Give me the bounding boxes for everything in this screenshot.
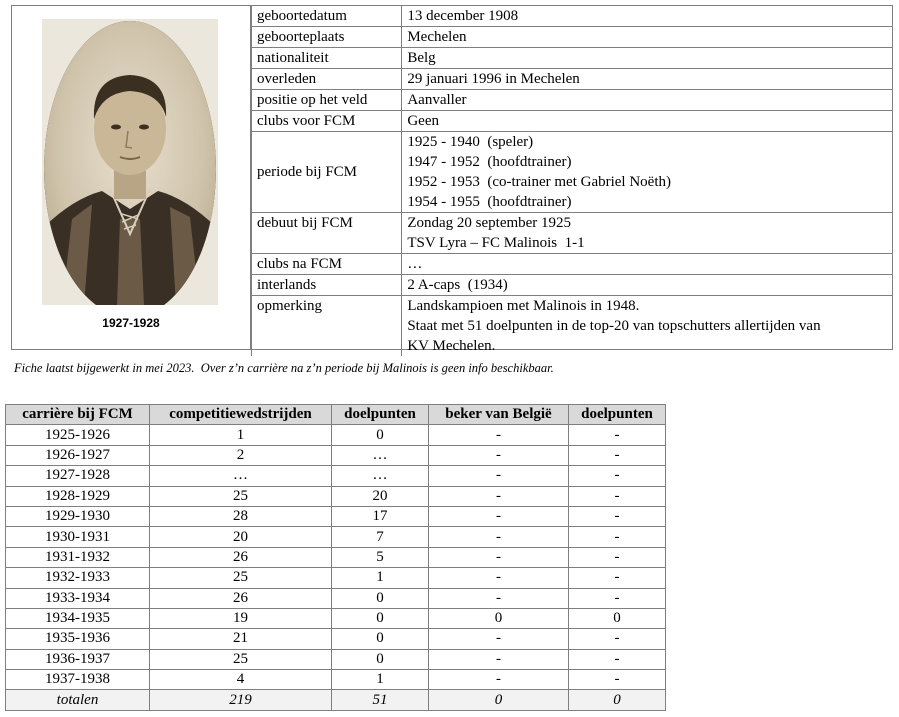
info-value	[402, 69, 892, 90]
info-value-line: …	[407, 256, 423, 272]
cell-league-matches: 25	[150, 568, 332, 588]
info-value-line: Mechelen	[407, 29, 467, 45]
cell-cup-goals: -	[569, 629, 666, 649]
career-row	[6, 547, 666, 567]
cell-league-goals: 17	[332, 506, 429, 526]
cell-league-matches: 28	[150, 506, 332, 526]
info-row	[252, 6, 893, 27]
career-row	[6, 425, 666, 445]
cell-cup-goals: -	[569, 425, 666, 445]
cell-league-matches: 21	[150, 629, 332, 649]
info-value-line: 1925 - 1940 (speler)	[407, 134, 534, 150]
cell-season: 1928-1929	[6, 486, 150, 506]
cell-league-goals: 5	[332, 547, 429, 567]
cell-cup-matches: -	[429, 568, 569, 588]
cell-season: 1926-1927	[6, 445, 150, 465]
cell-season: 1930-1931	[6, 527, 150, 547]
info-row	[252, 132, 893, 213]
cell-cup-goals: -	[569, 670, 666, 690]
cell-league-matches: 4	[150, 670, 332, 690]
info-row	[252, 69, 893, 90]
info-key: geboortedatum	[252, 6, 402, 27]
cell-cup-goals: -	[569, 588, 666, 608]
cell-cup-matches: -	[429, 466, 569, 486]
total-cup-goals: 0	[569, 690, 666, 710]
cell-league-matches: 1	[150, 425, 332, 445]
info-value-line: TSV Lyra – FC Malinois 1-1	[407, 235, 585, 251]
cell-cup-matches: -	[429, 486, 569, 506]
cell-league-matches: …	[150, 466, 332, 486]
header-league-goals: doelpunten	[332, 405, 429, 425]
info-key: clubs voor FCM	[252, 111, 402, 132]
info-value-line: 2 A-caps (1934)	[407, 277, 508, 293]
player-profile	[11, 5, 893, 354]
cell-cup-matches: -	[429, 425, 569, 445]
cell-cup-matches: -	[429, 527, 569, 547]
info-value-line: 29 januari 1996 in Mechelen	[407, 71, 580, 87]
cell-league-matches: 26	[150, 547, 332, 567]
cell-cup-matches: -	[429, 547, 569, 567]
career-row	[6, 568, 666, 588]
career-row	[6, 649, 666, 669]
cell-cup-goals: -	[569, 547, 666, 567]
cell-cup-goals: 0	[569, 608, 666, 628]
cell-cup-matches: -	[429, 670, 569, 690]
cell-season: 1925-1926	[6, 425, 150, 445]
cell-league-matches: 25	[150, 486, 332, 506]
info-value-line: 1952 - 1953 (co-trainer met Gabriel Noëth)	[407, 174, 672, 190]
career-row	[6, 588, 666, 608]
info-key: geboorteplaats	[252, 27, 402, 48]
cell-league-goals: 0	[332, 608, 429, 628]
cell-league-matches: 26	[150, 588, 332, 608]
info-value	[402, 132, 892, 213]
cell-league-goals: 0	[332, 425, 429, 445]
cell-cup-matches: 0	[429, 608, 569, 628]
info-value-line: KV Mechelen.	[407, 338, 496, 354]
info-row	[252, 90, 893, 111]
cell-cup-goals: -	[569, 486, 666, 506]
career-header-row	[6, 405, 666, 425]
header-season: carrière bij FCM	[6, 405, 150, 425]
info-value-line: Landskampioen met Malinois in 1948.	[407, 298, 640, 314]
info-value-line: Zondag 20 september 1925	[407, 215, 572, 231]
career-row	[6, 629, 666, 649]
cell-season: 1935-1936	[6, 629, 150, 649]
info-row	[252, 254, 893, 275]
cell-season: 1936-1937	[6, 649, 150, 669]
photo-caption: 1927-1928	[102, 316, 160, 330]
cell-league-matches: 19	[150, 608, 332, 628]
info-value-line: Aanvaller	[407, 92, 467, 108]
career-totals-row	[6, 690, 666, 710]
info-value	[402, 296, 892, 357]
career-row	[6, 608, 666, 628]
career-table	[5, 404, 666, 711]
info-row	[252, 275, 893, 296]
info-key: interlands	[252, 275, 402, 296]
cell-league-matches: 2	[150, 445, 332, 465]
career-row	[6, 445, 666, 465]
info-key: opmerking	[252, 296, 402, 357]
info-value	[402, 6, 892, 27]
cell-league-goals: …	[332, 445, 429, 465]
cell-league-goals: 1	[332, 568, 429, 588]
cell-cup-matches: -	[429, 649, 569, 669]
cell-cup-matches: -	[429, 629, 569, 649]
career-row	[6, 486, 666, 506]
info-value	[402, 90, 892, 111]
cell-league-goals: 20	[332, 486, 429, 506]
info-value-line: Geen	[407, 113, 439, 129]
info-value-line: 13 december 1908	[407, 8, 519, 24]
header-cup-goals: doelpunten	[569, 405, 666, 425]
cell-league-matches: 20	[150, 527, 332, 547]
cell-season: 1933-1934	[6, 588, 150, 608]
info-value-line: 1947 - 1952 (hoofdtrainer)	[407, 154, 572, 170]
info-value	[402, 48, 892, 69]
cell-cup-goals: -	[569, 568, 666, 588]
cell-cup-goals: -	[569, 527, 666, 547]
cell-season: 1932-1933	[6, 568, 150, 588]
info-key: debuut bij FCM	[252, 213, 402, 254]
cell-league-goals: 7	[332, 527, 429, 547]
info-key: clubs na FCM	[252, 254, 402, 275]
total-league-matches: 219	[150, 690, 332, 710]
total-cup-matches: 0	[429, 690, 569, 710]
info-row	[252, 111, 893, 132]
cell-league-goals: 0	[332, 588, 429, 608]
career-row	[6, 506, 666, 526]
player-photo	[42, 19, 218, 305]
cell-season: 1937-1938	[6, 670, 150, 690]
cell-cup-goals: -	[569, 445, 666, 465]
cell-league-goals: …	[332, 466, 429, 486]
cell-cup-matches: -	[429, 506, 569, 526]
career-row	[6, 670, 666, 690]
photo-cell	[12, 6, 251, 349]
info-row	[252, 296, 893, 357]
cell-season: 1934-1935	[6, 608, 150, 628]
info-value-line: 1954 - 1955 (hoofdtrainer)	[407, 194, 572, 210]
cell-league-goals: 1	[332, 670, 429, 690]
cell-league-goals: 0	[332, 649, 429, 669]
cell-cup-goals: -	[569, 649, 666, 669]
cell-cup-matches: -	[429, 445, 569, 465]
cell-season: 1931-1932	[6, 547, 150, 567]
cell-cup-goals: -	[569, 506, 666, 526]
career-row	[6, 527, 666, 547]
total-season: totalen	[6, 690, 150, 710]
cell-season: 1927-1928	[6, 466, 150, 486]
cell-cup-matches: -	[429, 588, 569, 608]
cell-league-goals: 0	[332, 629, 429, 649]
info-value	[402, 213, 892, 254]
info-value	[402, 275, 892, 296]
info-row	[252, 48, 893, 69]
career-row	[6, 466, 666, 486]
cell-season: 1929-1930	[6, 506, 150, 526]
header-cup-matches: beker van België	[429, 405, 569, 425]
info-row	[252, 213, 893, 254]
header-league-matches: competitiewedstrijden	[150, 405, 332, 425]
info-row	[252, 27, 893, 48]
info-value	[402, 27, 892, 48]
info-key: positie op het veld	[252, 90, 402, 111]
info-value-line: Belg	[407, 50, 436, 66]
info-key: periode bij FCM	[252, 132, 402, 213]
update-note: Fiche laatst bijgewerkt in mei 2023. Over z’n carrière na z’n periode bij Malinois is geen info beschikbaar.	[14, 361, 554, 375]
total-league-goals: 51	[332, 690, 429, 710]
info-value-line: Staat met 51 doelpunten in de top-20 van topschutters allertijden van	[407, 318, 821, 334]
cell-league-matches: 25	[150, 649, 332, 669]
info-value	[402, 111, 892, 132]
player-info-table	[251, 6, 892, 356]
info-value	[402, 254, 892, 275]
info-key: overleden	[252, 69, 402, 90]
cell-cup-goals: -	[569, 466, 666, 486]
info-key: nationaliteit	[252, 48, 402, 69]
